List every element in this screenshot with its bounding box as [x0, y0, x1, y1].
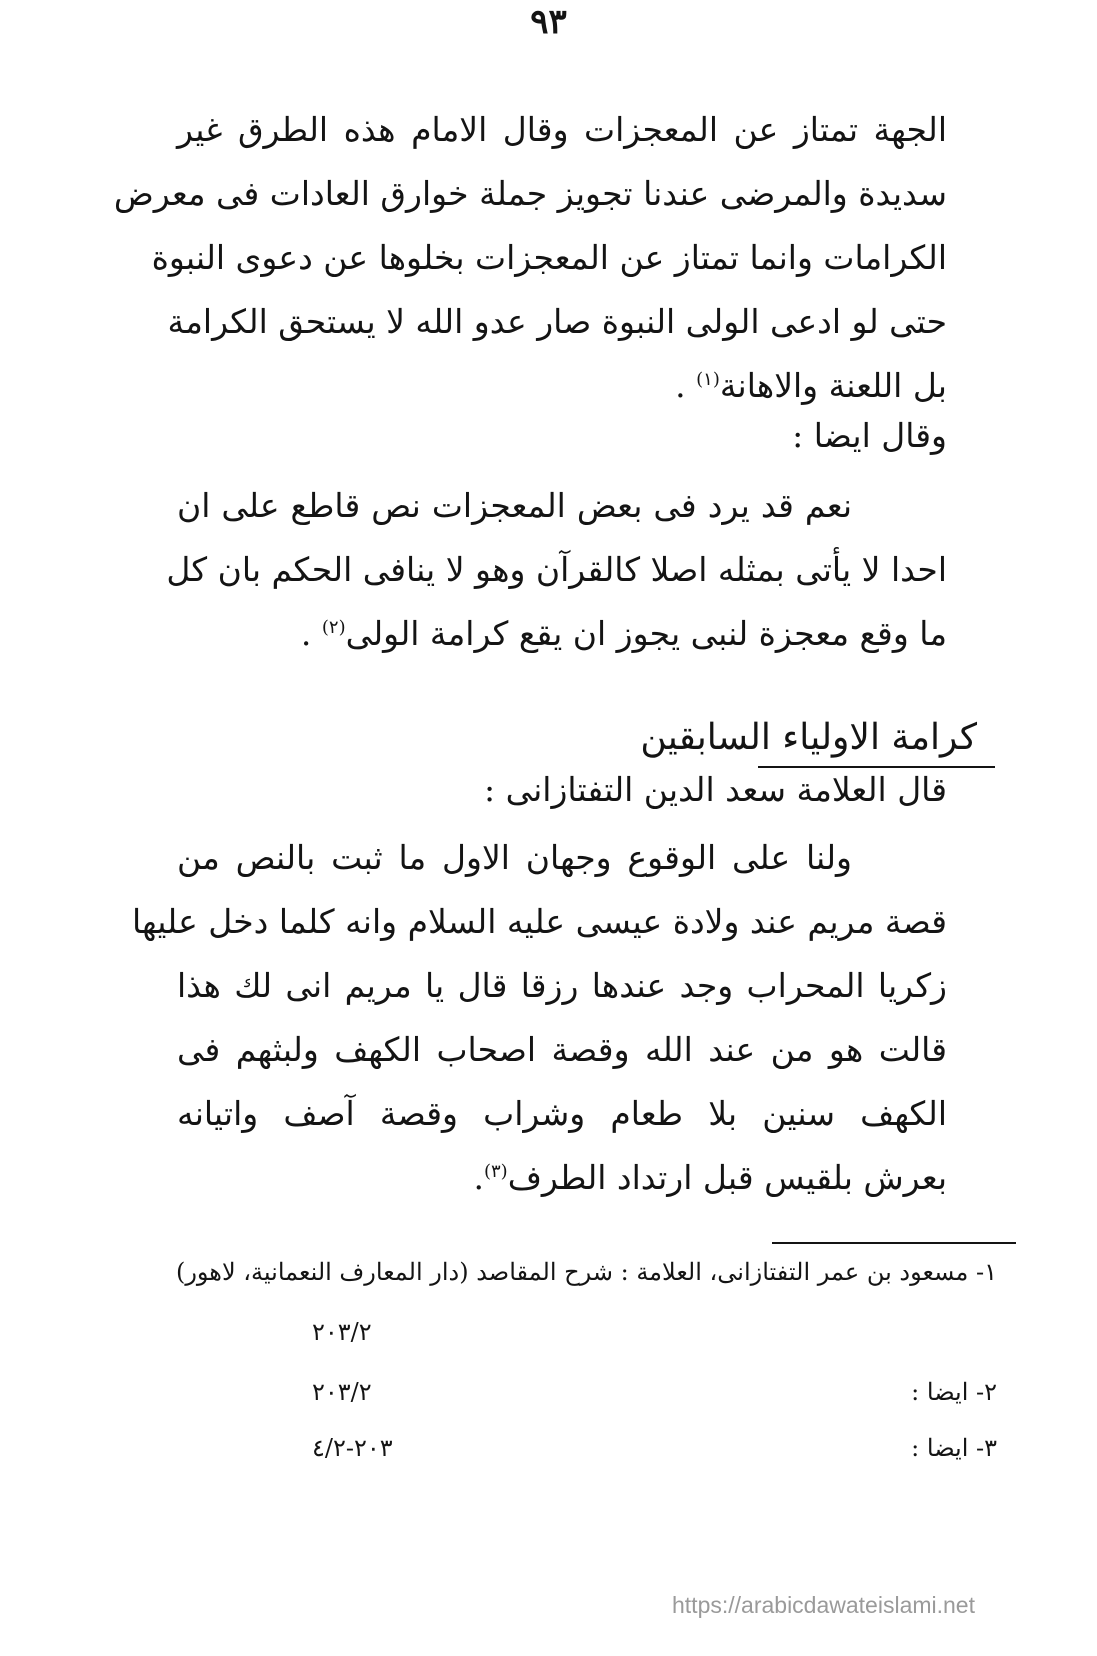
text-line: الكرامات وانما تمتاز عن المعجزات بخلوها عن دعوى النبوة	[151, 238, 947, 277]
end-mark: .	[473, 1158, 484, 1197]
text-line: احدا لا يأتى بمثله اصلا كالقرآن وهو لا ينافى الحكم بان كل	[166, 550, 947, 589]
footnote-text: ايضا :	[911, 1434, 969, 1462]
footnote-number: ١-	[976, 1258, 997, 1286]
footnote-2	[911, 1378, 997, 1406]
text-line-end	[177, 602, 947, 666]
text-line-end	[177, 1146, 947, 1210]
text-line: حتى لو ادعى الولى النبوة صار عدو الله لا يستحق الكرامة	[167, 302, 947, 341]
footnote-1-ref: ٢٠٣/٢	[312, 1318, 372, 1346]
text-line: قصة مريم عند ولادة عيسى عليه السلام وانه كلما دخل عليها	[131, 902, 947, 941]
said-also-label: وقال ايضا :	[792, 416, 947, 455]
footnote-number: ٣-	[976, 1434, 997, 1462]
end-mark: .	[675, 366, 686, 405]
text-line: بل اللعنة والاهانة	[719, 366, 947, 405]
text-line: الجهة تمتاز عن المعجزات وقال الامام هذه الطرق غير	[177, 110, 947, 149]
text-line: ولنا على الوقوع وجهان الاول ما ثبت بالنص من	[177, 838, 852, 877]
footnote-number: ٢-	[976, 1378, 997, 1406]
text-line: زكريا المحراب وجد عندها رزقا قال يا مريم انى لك هذا	[177, 966, 947, 1005]
footnote-1	[176, 1258, 997, 1286]
footnote-3-ref: ٢٠٣-٤/٢	[312, 1434, 393, 1462]
text-line: بعرش بلقيس قبل ارتداد الطرف	[507, 1158, 947, 1197]
footnote-3	[911, 1434, 997, 1462]
page-number: ٩٣	[530, 2, 567, 42]
text-line: نعم قد يرد فى بعض المعجزات نص قاطع على ان	[177, 486, 852, 525]
footnote-ref-2: (٢)	[321, 617, 346, 638]
text-line: ما وقع معجزة لنبى يجوز ان يقع كرامة الولى	[345, 614, 947, 653]
footnote-ref-3: (٣)	[483, 1161, 508, 1182]
footnote-ref-1: (١)	[696, 369, 720, 390]
footnote-2-ref: ٢٠٣/٢	[312, 1378, 372, 1406]
paragraph-previous-saints	[131, 826, 947, 1210]
watermark-url: https://arabicdawateislami.net	[672, 1592, 975, 1618]
end-mark: .	[300, 614, 312, 653]
said-also-label-block	[177, 404, 947, 468]
paragraph-miracle-text	[166, 474, 947, 666]
footnote-separator	[772, 1242, 1016, 1244]
section-heading: كرامة الاولياء السابقين	[640, 717, 977, 758]
text-line: قالت هو من عند الله وقصة اصحاب الكهف ولبثهم فى	[177, 1030, 947, 1069]
quote-intro: قال العلامة سعد الدين التفتازانى :	[484, 770, 947, 809]
paragraph-karamat-distinction	[113, 98, 947, 418]
footnote-text: مسعود بن عمر التفتازانى، العلامة : شرح المقاصد (دار المعارف النعمانية، لاهور)	[175, 1258, 969, 1286]
footnote-text: ايضا :	[911, 1378, 969, 1406]
text-line: سديدة والمرضى عندنا تجويز جملة خوارق العادات فى معرض	[113, 174, 947, 213]
text-line: الكهف سنين بلا طعام وشراب وقصة آصف واتيانه	[177, 1094, 947, 1133]
quote-intro-block	[177, 758, 947, 822]
